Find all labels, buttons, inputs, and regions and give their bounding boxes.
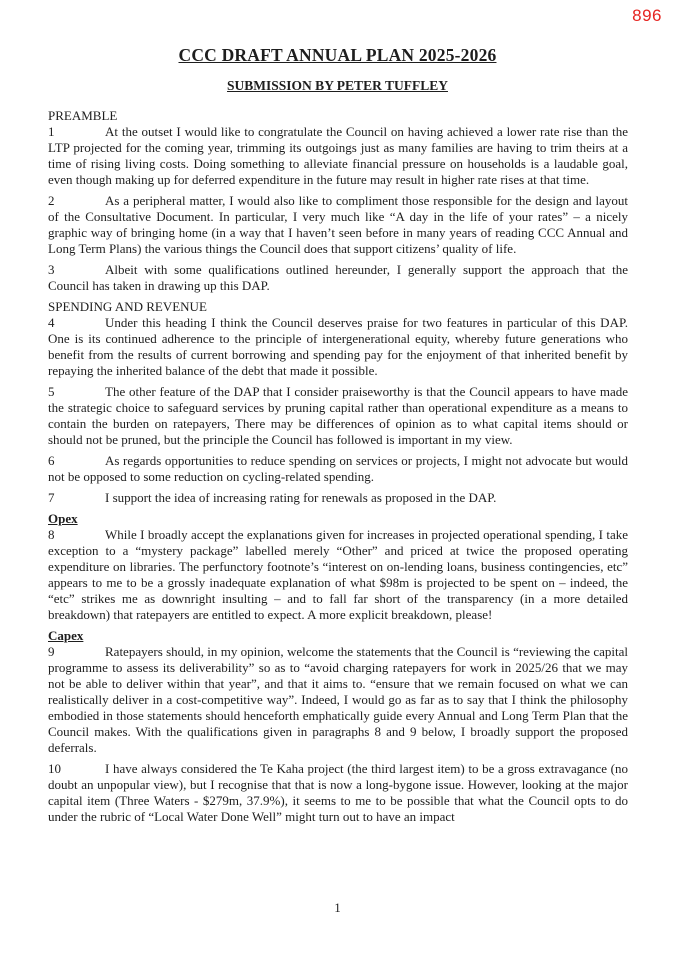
paragraph-10 xyxy=(48,761,628,825)
section-heading-capex: Capex xyxy=(48,628,84,643)
paragraph-text: Albeit with some qualifications outlined hereunder, I generally support the approach that the Council has taken in drawing up this DAP. xyxy=(48,262,628,293)
paragraph-number: 6 xyxy=(48,453,55,468)
paragraph-text: As regards opportunities to reduce spending on services or projects, I might not advocate but would not be opposed to some reduction on cycling-related spending. xyxy=(48,453,628,484)
page-number: 1 xyxy=(334,900,341,915)
paragraph-text: Ratepayers should, in my opinion, welcome the statements that the Council is “reviewing the capital programme to assess its deliverability” so as to “avoid charging ratepayers for work in 2025/26 that we may not be able to deliver within that year”, and that it aims to. “ensure that we remain focused on what we can realistically deliver in a cost-competitive way”. Indeed, I would go as far as to say that I think the philosophy embodied in those statements should henceforth emphatically guide every Annual and Long Term Plan that the Council makes. With the qualifications given in paragraphs 8 and 9 below, I broadly support the proposed deferrals. xyxy=(48,644,628,755)
section-heading-opex: Opex xyxy=(48,511,78,526)
paragraph-4 xyxy=(48,315,628,379)
paragraph-number: 2 xyxy=(48,193,55,208)
paragraph-number: 4 xyxy=(48,315,55,330)
paragraph-number: 9 xyxy=(48,644,55,659)
paragraph-3 xyxy=(48,262,628,294)
paragraph-text: I support the idea of increasing rating for renewals as proposed in the DAP. xyxy=(105,490,497,505)
document-body xyxy=(48,108,628,825)
section-heading-spending-and-revenue: SPENDING AND REVENUE xyxy=(48,299,207,314)
paragraph-text: The other feature of the DAP that I consider praiseworthy is that the Council appears to have made the strategic choice to safeguard services by pruning capital rather than operational expenditure as a means to contain the burden on ratepayers, There may be differences of opinion as to what capital items should or should not be pruned, but the principle the Council has followed is important in my view. xyxy=(48,384,628,447)
paragraph-number: 5 xyxy=(48,384,55,399)
paragraph-number: 1 xyxy=(48,124,55,139)
paragraph-8 xyxy=(48,527,628,623)
paragraph-text: At the outset I would like to congratulate the Council on having achieved a lower rate rise than the LTP projected for the coming year, trimming its outgoings just as many families are having to trim theirs at a time of rising living costs. Doing something to alleviate financial pressure on households is a laudable goal, even though making up for deferred expenditure in the future may result in higher rate rises at that time. xyxy=(48,124,628,187)
paragraph-5 xyxy=(48,384,628,448)
paragraph-2 xyxy=(48,193,628,257)
submission-number-stamp: 896 xyxy=(632,6,662,25)
paragraph-text: As a peripheral matter, I would also like to compliment those responsible for the design and layout of the Consultative Document. In particular, I very much like “A day in the life of your rates” – a nicely graphic way of bringing home (in a way that I haven’t seen before in many years of reading CCC Annual and Long Term Plans) the various things the Council does that support citizens’ quality of life. xyxy=(48,193,628,256)
paragraph-9 xyxy=(48,644,628,756)
paragraph-text: Under this heading I think the Council deserves praise for two features in particular of this DAP. One is its continued adherence to the principle of intergenerational equity, whereby future generations who benefit from the results of current borrowing and spending pay for the enjoyment of that inherited benefit by repaying the inherited balance of the debt that made it possible. xyxy=(48,315,628,378)
paragraph-number: 10 xyxy=(48,761,61,776)
paragraph-number: 8 xyxy=(48,527,55,542)
paragraph-number: 7 xyxy=(48,490,55,505)
document-title: CCC DRAFT ANNUAL PLAN 2025-2026 xyxy=(178,45,497,65)
document-subtitle: SUBMISSION BY PETER TUFFLEY xyxy=(227,78,448,93)
paragraph-6 xyxy=(48,453,628,485)
paragraph-1 xyxy=(48,124,628,188)
paragraph-text: While I broadly accept the explanations given for increases in projected operational spending, I take exception to a “mystery package” labelled merely “Other” and priced at twice the proposed operating expenditure on libraries. The perfunctory footnote’s “interest on on-lending loans, business contingencies, etc” appears to me to be a grossly inadequate explanation of what $98m is projected to be spent on – indeed, the “etc” strikes me as downright insulting – and to fall far short of the transparency (in a more detailed breakdown) that ratepayers are entitled to expect. A more explicit breakdown, please! xyxy=(48,527,628,622)
paragraph-number: 3 xyxy=(48,262,55,277)
paragraph-text: I have always considered the Te Kaha project (the third largest item) to be a gross extravagance (no doubt an unpopular view), but I recognise that that is now a long-bygone issue. However, looking at the major capital item (Three Waters - $279m, 37.9%), it seems to me to be possible that what the Council opts to do under the rubric of “Local Water Done Well” might turn out to have an impact xyxy=(48,761,628,824)
section-heading-preamble: PREAMBLE xyxy=(48,108,118,123)
paragraph-7 xyxy=(48,490,628,506)
